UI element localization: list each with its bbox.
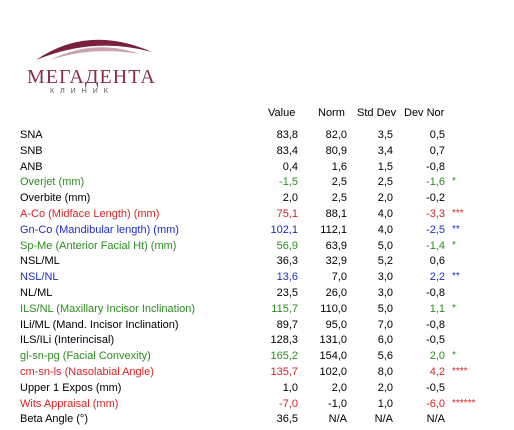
row-std-dev: N/A (374, 413, 393, 426)
row-norm: 63,9 (325, 239, 347, 252)
row-value: 0,4 (282, 160, 298, 173)
row-dev-nor: 0,6 (429, 255, 445, 268)
row-dev-nor: -1,6 (426, 176, 445, 189)
row-label: ILS/NL (Maxillary Incisor Inclination) (20, 302, 196, 315)
row-label: Upper 1 Expos (mm) (20, 381, 122, 394)
table-row (0, 161, 514, 177)
row-std-dev: 2,0 (377, 381, 393, 394)
row-label: ILS/ILi (Interincisal) (20, 334, 115, 347)
row-significance-mark: *** (452, 207, 464, 219)
row-value: 56,9 (276, 239, 298, 252)
row-norm: 110,0 (320, 302, 347, 315)
row-value: 23,5 (276, 286, 298, 299)
table-row (0, 271, 514, 287)
row-value: 83,4 (276, 144, 298, 157)
row-norm: -1,0 (328, 397, 347, 410)
row-dev-nor: -0,8 (426, 318, 445, 331)
row-std-dev: 1,5 (377, 160, 393, 173)
row-value: 165,2 (270, 350, 298, 363)
row-significance-mark: ** (452, 223, 460, 235)
row-std-dev: 1,0 (377, 397, 393, 410)
row-label: NSL/ML (20, 255, 60, 268)
row-std-dev: 5,0 (377, 239, 393, 252)
row-dev-nor: 0,7 (429, 144, 445, 157)
row-norm: 95,0 (325, 318, 347, 331)
header-norm: Norm (318, 107, 345, 119)
row-std-dev: 8,0 (377, 365, 393, 378)
row-label: Wits Appraisal (mm) (20, 397, 119, 410)
row-value: 36,5 (276, 413, 298, 426)
row-norm: 32,9 (325, 255, 347, 268)
row-label: ANB (20, 160, 43, 173)
row-std-dev: 6,0 (377, 334, 393, 347)
row-significance-mark: ****** (452, 397, 476, 409)
row-value: 1,0 (282, 381, 298, 394)
row-value: 115,7 (271, 302, 298, 315)
table-row (0, 382, 514, 398)
brand-subtitle: КЛИНИК (50, 88, 114, 95)
row-value: 36,3 (276, 255, 298, 268)
row-dev-nor: -2,5 (426, 223, 445, 236)
table-row (0, 145, 514, 161)
table-row (0, 413, 514, 429)
table-row (0, 303, 514, 319)
row-std-dev: 4,0 (377, 223, 393, 236)
row-std-dev: 5,0 (377, 302, 393, 315)
row-label: Sp-Me (Anterior Facial Ht) (mm) (20, 239, 177, 252)
row-significance-mark: ** (452, 271, 460, 283)
row-significance-mark: **** (452, 365, 468, 377)
row-norm: 131,0 (319, 334, 347, 347)
row-label: Overjet (mm) (20, 176, 85, 189)
row-norm: 102,0 (319, 365, 347, 378)
row-dev-nor: -0,8 (426, 160, 445, 173)
row-dev-nor: N/A (426, 413, 445, 426)
row-norm: 2,5 (331, 192, 347, 205)
row-std-dev: 3,5 (377, 129, 393, 141)
brand-name: МЕГАДЕНТА (27, 66, 156, 88)
row-value: 128,3 (270, 334, 298, 347)
row-std-dev: 5,2 (377, 255, 393, 268)
row-dev-nor: -3,3 (426, 207, 445, 220)
row-value: 13,6 (276, 271, 298, 284)
row-value: -1,5 (279, 176, 298, 189)
row-norm: 154,0 (319, 350, 347, 363)
row-label: NL/ML (20, 286, 53, 299)
row-dev-nor: -6,0 (426, 397, 445, 410)
header-std-dev: Std Dev (357, 107, 397, 119)
table-row (0, 224, 514, 240)
row-value: 75,1 (276, 207, 298, 220)
row-std-dev: 3,4 (377, 144, 393, 157)
row-value: 89,7 (276, 318, 298, 331)
row-significance-mark: * (452, 350, 456, 362)
row-norm: 7,0 (331, 271, 347, 284)
row-dev-nor: 2,0 (429, 350, 445, 363)
row-std-dev: 3,0 (377, 286, 393, 299)
row-std-dev: 4,0 (377, 207, 393, 220)
table-row (0, 240, 514, 256)
header-value: Value (268, 107, 296, 119)
row-significance-mark: * (452, 302, 456, 314)
row-label: ILi/ML (Mand. Incisor Inclination) (20, 318, 179, 331)
row-label: Beta Angle (°) (20, 413, 88, 426)
row-dev-nor: 4,2 (429, 365, 445, 378)
table-row (0, 398, 514, 414)
table-row (0, 255, 514, 271)
table-row (0, 319, 514, 335)
row-dev-nor: -0,5 (426, 381, 445, 394)
row-dev-nor: -0,2 (426, 192, 445, 205)
row-std-dev: 7,0 (377, 318, 393, 331)
table-row (0, 366, 514, 382)
row-std-dev: 2,5 (377, 176, 393, 189)
row-dev-nor: -0,8 (426, 286, 445, 299)
row-value: 102,1 (270, 223, 298, 236)
row-norm: 112,1 (320, 223, 347, 236)
table-row (0, 129, 514, 145)
logo-arc-icon (28, 30, 158, 70)
measurement-table (0, 129, 514, 429)
row-norm: 2,0 (331, 381, 347, 394)
row-norm: 80,9 (325, 144, 347, 157)
row-significance-mark: * (452, 176, 456, 188)
row-label: A-Co (Midface Length) (mm) (20, 207, 160, 220)
header-dev-nor: Dev Nor (404, 107, 445, 119)
row-label: cm-sn-ls (Nasolabial Angle) (20, 365, 154, 378)
row-norm: 88,1 (325, 207, 347, 220)
row-dev-nor: 1,1 (429, 302, 445, 315)
row-label: NSL/NL (20, 271, 59, 284)
row-std-dev: 5,6 (377, 350, 393, 363)
row-significance-mark: * (452, 239, 456, 251)
row-norm: 26,0 (325, 286, 347, 299)
table-row (0, 208, 514, 224)
row-std-dev: 3,0 (377, 271, 393, 284)
row-norm: 2,5 (331, 176, 347, 189)
table-row (0, 287, 514, 303)
row-value: 83,8 (276, 129, 298, 141)
table-row (0, 176, 514, 192)
row-value: 135,7 (270, 365, 298, 378)
row-label: gl-sn-pg (Facial Convexity) (20, 350, 151, 363)
row-dev-nor: -1,4 (426, 239, 445, 252)
row-norm: 82,0 (325, 129, 347, 141)
row-dev-nor: -0,5 (426, 334, 445, 347)
table-row (0, 334, 514, 350)
row-norm: N/A (328, 413, 347, 426)
table-row (0, 350, 514, 366)
row-label: Overbite (mm) (20, 192, 91, 205)
row-label: Gn-Co (Mandibular length) (mm) (20, 223, 179, 236)
row-label: SNB (20, 144, 43, 157)
row-label: SNA (20, 129, 43, 141)
table-row (0, 192, 514, 208)
row-value: 2,0 (282, 192, 298, 205)
row-dev-nor: 2,2 (429, 271, 445, 284)
row-dev-nor: 0,5 (429, 129, 445, 141)
row-norm: 1,6 (331, 160, 347, 173)
row-value: -7,0 (279, 397, 298, 410)
row-std-dev: 2,0 (377, 192, 393, 205)
